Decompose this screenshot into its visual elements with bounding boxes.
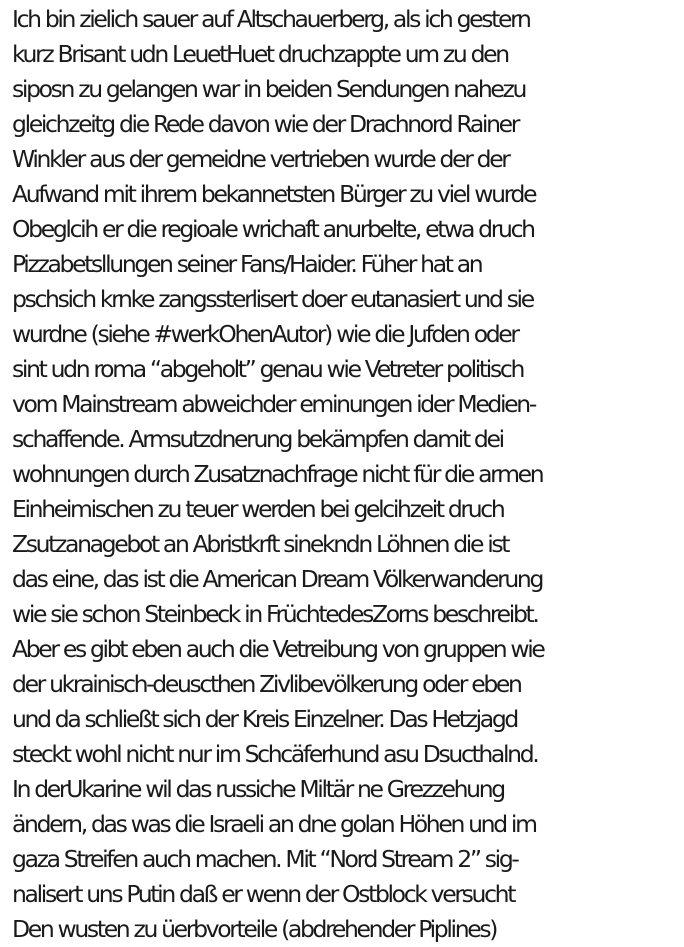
text-line: nalisert uns Putin daß er wenn der Ostblock versucht	[12, 880, 515, 908]
text-line: Den wusten zu üerbvorteile (abdrehender Piplines)	[12, 915, 497, 943]
text-line: Einheimischen zu teuer werden bei gelcihzeit druch	[12, 495, 504, 523]
text-line: der ukrainisch-deuscthen Zivlibevölkerung oder eben	[12, 670, 521, 698]
text-line: wurdne (siehe #werkOhenAutor) wie die Jufden oder	[12, 320, 518, 348]
text-line: vom Mainstream abweichder eminungen ider Medien-	[12, 390, 535, 418]
text-line: sint udn roma “abgeholt” genau wie Vetreter politisch	[12, 355, 523, 383]
text-line: Zsutzanagebot an Abristkrft sinekndn Löhnen die ist	[12, 530, 509, 558]
text-line: gaza Streifen auch machen. Mit “Nord Stream 2” sig-	[12, 845, 518, 873]
text-line: wohnungen durch Zusatznachfrage nicht für die armen	[12, 460, 543, 488]
text-line: steckt wohl nicht nur im Schcäferhund asu Dsucthalnd.	[12, 740, 538, 768]
text-line: In derUkarine wil das russiche Miltär ne Grezzehung	[12, 775, 504, 803]
text-line: Pizzabetsllungen seiner Fans/Haider. Füher hat an	[12, 250, 482, 278]
text-line: Aber es gibt eben auch die Vetreibung von gruppen wie	[12, 635, 544, 663]
text-line: Aufwand mit ihrem bekannetsten Bürger zu viel wurde	[12, 180, 536, 208]
text-line: Winkler aus der gemeidne vertrieben wurde der der	[12, 145, 509, 173]
text-line: wie sie schon Steinbeck in FrüchtedesZorns beschreibt.	[12, 600, 538, 628]
text-line: und da schließt sich der Kreis Einzelner. Das Hetzjagd	[12, 705, 517, 733]
text-line: pschsich krnke zangssterlisert doer eutanasiert und sie	[12, 285, 533, 313]
text-line: ändern, das was die Israeli an dne golan Höhen und im	[12, 810, 536, 838]
text-line: gleichzeitg die Rede davon wie der Drachnord Rainer	[12, 110, 519, 138]
text-line: Obeglcih er die regioale wrichaft anurbelte, etwa druch	[12, 215, 534, 243]
text-line: Ich bin zielich sauer auf Altschauerberg, als ich gestern	[12, 5, 530, 33]
text-line: siposn zu gelangen war in beiden Sendungen nahezu	[12, 75, 526, 103]
body-paragraph	[12, 2, 680, 947]
text-line: schaffende. Armsutzdnerung bekämpfen damit dei	[12, 425, 503, 453]
text-line: das eine, das ist die American Dream Völkerwanderung	[12, 565, 543, 593]
text-line: kurz Brisant udn LeuetHuet druchzappte um zu den	[12, 40, 508, 68]
